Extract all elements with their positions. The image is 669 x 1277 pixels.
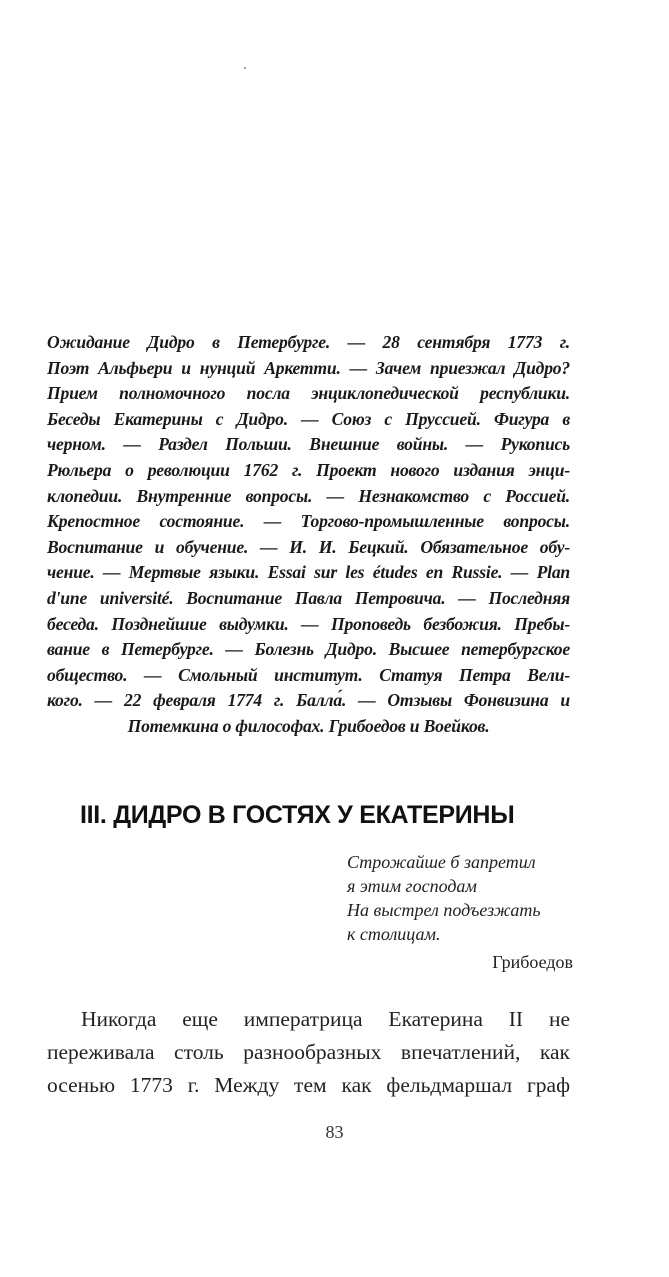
epigraph-line: я этим господам [347,876,477,896]
paper-speck [244,67,246,69]
chapter-heading: III. ДИДРО В ГОСТЯХ У ЕКАТЕРИНЫ [80,801,515,829]
summary-line: общество. — Смольный институт. Статуя Петра Вели- [47,664,570,685]
page-number: 83 [325,1122,344,1142]
summary-line: черном. — Раздел Польши. Внешние войны. — Рукопись [47,434,570,455]
summary-line: Крепостное состояние. — Торгово-промышленные вопросы. [47,511,570,532]
summary-line: Ожидание Дидро в Петербурге. — 28 сентября 1773 г. [47,332,570,352]
summary-line: клопедии. Внутренние вопросы. — Незнакомство с Россией. [47,485,570,506]
epigraph-author: Грибоедов [492,952,573,972]
summary-line: Рюльера о революции 1762 г. Проект нового издания энци- [47,459,570,480]
epigraph-line: Строжайше б запретил [347,852,536,872]
summary-line: Прием полномочного посла энциклопедической республики. [47,383,570,404]
summary-line: Воспитание и обучение. — И. И. Бецкий. Обязательное обу- [47,536,570,557]
body-line: переживала столь разнообразных впечатлений, как [47,1040,570,1064]
summary-line: Потемкина о философах. Грибоедов и Воейков. [127,715,490,736]
summary-line: Беседы Екатерины с Дидро. — Союз с Пруссией. Фигура в [47,408,570,429]
body-paragraph [47,1003,570,1102]
summary-line: чение. — Мертвые языки. Essai sur les études en Russie. — Plan [47,562,570,583]
summary-line: вание в Петербурге. — Болезнь Дидро. Высшее петербургское [47,639,570,660]
summary-line: кого. — 22 февраля 1774 г. Балла́. — Отзывы Фонвизина и [47,690,570,711]
summary-line: беседа. Позднейшие выдумки. — Проповедь безбожия. Пребы- [47,613,570,634]
epigraph-line: На выстрел подъезжать [347,900,541,920]
chapter-summary [47,330,570,740]
body-line: осенью 1773 г. Между тем как фельдмаршал граф [47,1073,570,1097]
epigraph-line: к столицам. [347,924,441,944]
epigraph [347,850,577,946]
summary-line: Поэт Альфьери и нунций Аркетти. — Зачем приезжал Дидро? [47,357,570,378]
summary-line: d'une université. Воспитание Павла Петровича. — Последняя [47,587,570,608]
body-line: Никогда еще императрица Екатерина II не [81,1007,570,1031]
